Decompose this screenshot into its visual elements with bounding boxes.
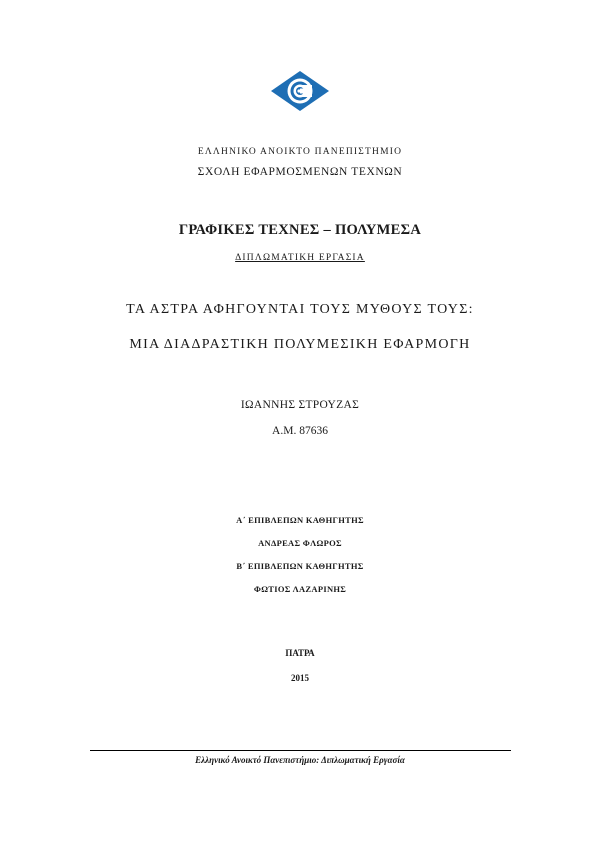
author-name: ΙΩΑΝΝΗΣ ΣΤΡΟΥΖΑΣ — [240, 399, 360, 411]
student-registration-number: Α.Μ. 87636 — [272, 425, 328, 437]
footer-text: Ελληνικό Ανοικτό Πανεπιστήμιο: Διπλωματική Εργασία — [195, 755, 405, 765]
university-logo-icon — [270, 70, 330, 112]
first-supervisor-role: Α΄ ΕΠΙΒΛΕΠΩΝ ΚΑΘΗΓΗΤΗΣ — [236, 515, 364, 525]
school-name: ΣΧΟΛΗ ΕΦΑΡΜΟΣΜΕΝΩΝ ΤΕΧΝΩΝ — [197, 166, 403, 178]
second-supervisor-role: Β΄ ΕΠΙΒΛΕΠΩΝ ΚΑΘΗΓΗΤΗΣ — [236, 561, 364, 571]
thesis-title-line-1: ΤΑ ΑΣΤΡΑ ΑΦΗΓΟΥΝΤΑΙ ΤΟΥΣ ΜΥΘΟΥΣ ΤΟΥΣ: — [126, 302, 474, 317]
university-name: ΕΛΛΗΝΙΚΟ ΑΝΟΙΚΤΟ ΠΑΝΕΠΙΣΤΗΜΙΟ — [197, 147, 403, 157]
year: 2015 — [291, 673, 309, 683]
department-name: ΓΡΑΦΙΚΕΣ ΤΕΧΝΕΣ – ΠΟΛΥΜΕΣΑ — [178, 222, 422, 238]
thesis-type: ΔΙΠΛΩΜΑΤΙΚΗ ΕΡΓΑΣΙΑ — [235, 253, 365, 263]
second-supervisor-name: ΦΩΤΙΟΣ ΛΑΖΑΡΙΝΗΣ — [253, 584, 347, 594]
thesis-title-line-2: ΜΙΑ ΔΙΑΔΡΑΣΤΙΚΗ ΠΟΛΥΜΕΣΙΚΗ ΕΦΑΡΜΟΓΗ — [129, 337, 471, 352]
first-supervisor-name: ΑΝΔΡΕΑΣ ΦΛΩΡΟΣ — [258, 538, 342, 548]
city: ΠΑΤΡΑ — [285, 648, 315, 658]
footer-divider — [90, 750, 511, 751]
